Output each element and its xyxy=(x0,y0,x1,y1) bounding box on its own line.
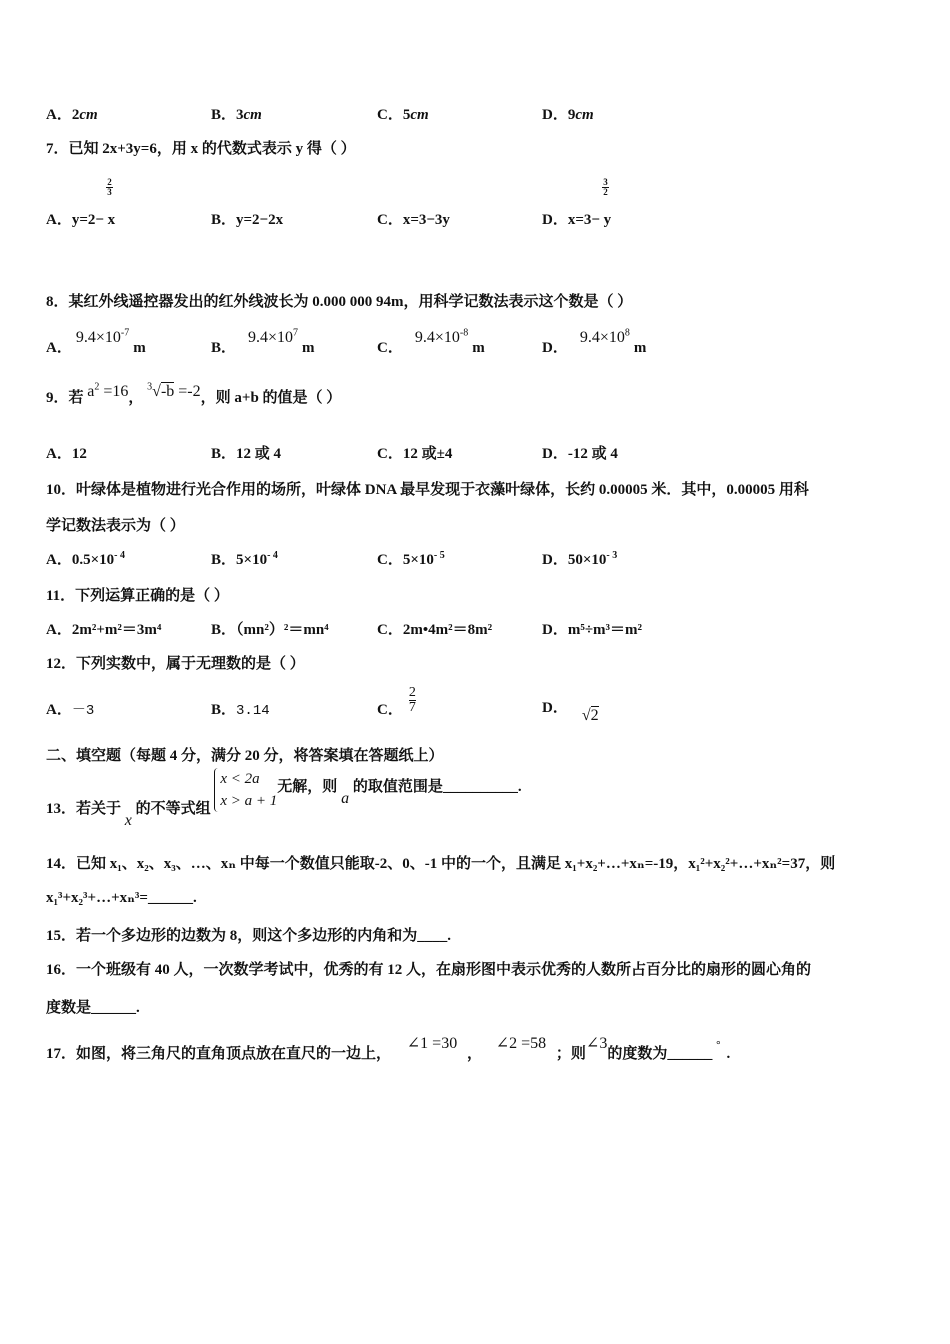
q9-eq1: $a^2 =16$ xyxy=(87,381,129,400)
q9-cube-root: $^3$√-b =-2 xyxy=(147,381,201,400)
q9-stem: 9．若 $a^2 =16$， $^3$√-b =-2，则 a+b 的值是（ ） xyxy=(46,381,342,406)
q12-option-a: A．－3 xyxy=(46,702,95,719)
q13-stem: 13．若关于 x 的不等式组 x < 2a x > a + 1 无解，则 a 的取值范围是__________. xyxy=(46,768,522,822)
q16-stem-line2: 度数是______. xyxy=(46,1000,140,1016)
q7-option-d: D．x=3− y 3 2 xyxy=(542,177,612,228)
q8-options xyxy=(46,327,906,360)
q10-option-b: B．$5\times 10^{- 4}$ xyxy=(211,550,278,568)
q8-option-c: C．$9.4\times 10^{-8}m$ xyxy=(377,327,485,356)
q17-angle2: ∠2 =58 xyxy=(495,1035,547,1052)
q8-option-a: A．$9.4\times 10^{-7}m$ xyxy=(46,327,146,356)
q7-a-fraction: 2 3 xyxy=(107,177,112,197)
q8-stem: 8．某红外线遥控器发出的红外线波长为 0.000 000 94m，用科学记数法表示这个数是（ ） xyxy=(46,294,633,310)
q17-angle1: ∠1 =30 xyxy=(406,1035,458,1052)
q7-option-a: A．y=2− x 2 3 xyxy=(46,177,116,228)
q7-stem: 7．已知 2x+3y=6，用 x 的代数式表示 y 得（ ） xyxy=(46,141,356,157)
q14-stem-line2: x₁³+x₂³+…+xₙ³=______. xyxy=(46,890,197,906)
q13-inequality-system: x < 2a x > a + 1 xyxy=(214,768,277,812)
q7-option-c: C．x=3−3y xyxy=(377,212,450,228)
section-2-heading: 二、填空题（每题 4 分，满分 20 分，将答案填在答题纸上） xyxy=(46,748,444,764)
q12-d-sqrt: √2 xyxy=(581,707,599,724)
q11-option-d: D．m⁵÷m³＝m² xyxy=(542,622,643,638)
q11-options xyxy=(46,618,906,642)
q11-option-c: C．2m•4m²＝8m² xyxy=(377,622,493,638)
q7-d-fraction: 3 2 xyxy=(603,177,608,197)
q9-option-d: D．-12 或 4 xyxy=(542,446,618,462)
q16-stem-line1: 16．一个班级有 40 人，一次数学考试中，优秀的有 12 人，在扇形图中表示优秀的人数所占百分比的扇形的圆心角的 xyxy=(46,962,812,978)
q7-options xyxy=(46,177,906,232)
q6-option-d: D．9cm xyxy=(542,107,594,123)
q10-option-c: C．$5\times 10^{- 5}$ xyxy=(377,550,445,568)
q9-options xyxy=(46,442,906,466)
q6-option-c: C．5cm xyxy=(377,107,429,123)
q11-option-b: B．（mn²）²＝mn⁴ xyxy=(211,622,329,638)
q12-option-c: C． $\frac{2}{7}$ xyxy=(377,685,416,718)
q12-stem: 12．下列实数中，属于无理数的是（ ） xyxy=(46,656,305,672)
q14-stem-line1: 14．已知 x₁、x₂、x₃、…、xₙ 中每一个数值只能取-2、0、-1 中的一个，且满足 x₁+x₂+…+xₙ=-19，x₁²+x₂²+…+xₙ²=37，则 xyxy=(46,856,836,872)
q11-option-a: A．2m²+m²＝3m⁴ xyxy=(46,622,162,638)
q12-c-fraction: $\frac{2}{7}$ xyxy=(408,685,416,715)
q12-option-b: B．3.14 xyxy=(211,702,270,719)
q10-option-a: A．$0.5\times 10^{- 4}$ xyxy=(46,550,125,568)
q6-option-b: B．3cm xyxy=(211,107,262,123)
q11-stem: 11．下列运算正确的是（ ） xyxy=(46,588,229,604)
q12-options xyxy=(46,686,906,726)
q12-option-d: D． √2 xyxy=(542,700,599,724)
q17-angle3: ∠3 xyxy=(585,1035,608,1052)
q10-options xyxy=(46,548,906,572)
q17-stem: 17．如图，将三角尺的直角顶点放在直尺的一边上， ∠1 =30 ， ∠2 =58 ；则∠3的度数为______ °. xyxy=(46,1035,731,1062)
q9-option-b: B．12 或 4 xyxy=(211,446,282,462)
q15-stem: 15．若一个多边形的边数为 8，则这个多边形的内角和为____. xyxy=(46,928,452,944)
q10-stem-line1: 10．叶绿体是植物进行光合作用的场所，叶绿体 DNA 最早发现于衣藻叶绿体，长约 0.00005 米．其中，0.00005 用科 xyxy=(46,482,809,498)
q7-option-b: B．y=2−2x xyxy=(211,212,284,228)
q6-options xyxy=(46,103,906,127)
q10-stem-line2: 学记数法表示为（ ） xyxy=(46,518,185,534)
q6-option-a: A．2cm xyxy=(46,107,98,123)
q9-option-a: A．12 xyxy=(46,446,87,462)
q8-option-d: D．$9.4\times 10^8m$ xyxy=(542,327,647,356)
q9-option-c: C．12 或±4 xyxy=(377,446,453,462)
q10-option-d: D．$50\times 10^{- 3}$ xyxy=(542,550,618,568)
q8-option-b: B．$9.4\times 10^7m$ xyxy=(211,327,315,356)
